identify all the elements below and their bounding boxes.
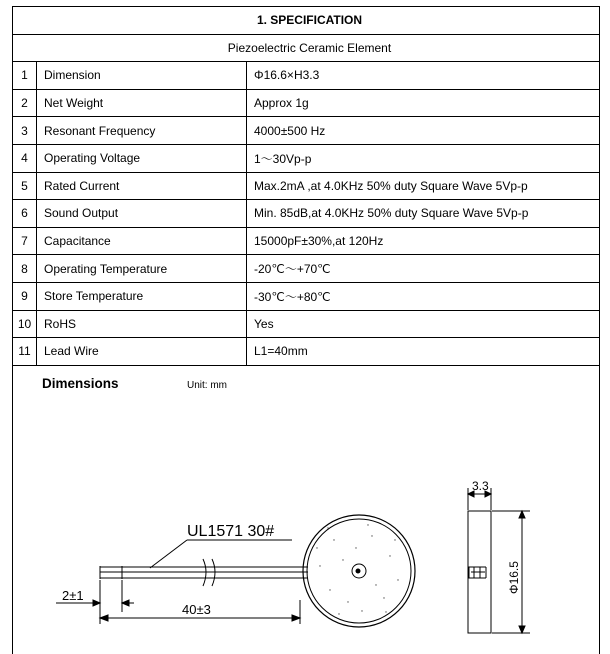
parameter-name: Sound Output	[37, 200, 247, 228]
parameter-name: Rated Current	[37, 172, 247, 200]
row-number: 6	[13, 200, 37, 228]
row-number: 3	[13, 117, 37, 145]
row-number: 2	[13, 89, 37, 117]
row-number: 10	[13, 310, 37, 338]
parameter-name: Net Weight	[37, 89, 247, 117]
disc-front-view	[303, 515, 415, 627]
parameter-name: Operating Temperature	[37, 255, 247, 283]
side-view	[468, 511, 491, 633]
wire-label: UL1571 30#	[187, 523, 275, 540]
parameter-value: Max.2mA ,at 4.0KHz 50% duty Square Wave 5Vp-p	[247, 172, 600, 200]
parameter-name: Dimension	[37, 62, 247, 90]
row-number: 1	[13, 62, 37, 90]
lead-wires	[100, 559, 308, 586]
thickness-label: 3.3	[472, 479, 489, 493]
parameter-name: Resonant Frequency	[37, 117, 247, 145]
spec-title: 1. SPECIFICATION	[13, 7, 600, 35]
parameter-value: 15000pF±30%,at 120Hz	[247, 227, 600, 255]
parameter-name: Operating Voltage	[37, 144, 247, 172]
dimensions-unit: Unit: mm	[187, 380, 227, 391]
wire-callout	[150, 540, 292, 568]
row-number: 8	[13, 255, 37, 283]
length-label: 40±3	[182, 602, 211, 617]
row-number: 4	[13, 144, 37, 172]
parameter-value: L1=40mm	[247, 338, 600, 366]
parameter-value: 1～30Vp-p	[247, 144, 600, 172]
parameter-value: Min. 85dB,at 4.0KHz 50% duty Square Wave 5Vp-p	[247, 200, 600, 228]
row-number: 11	[13, 338, 37, 366]
strip-label: 2±1	[62, 588, 84, 603]
parameter-name: RoHS	[37, 310, 247, 338]
parameter-value: 4000±500 Hz	[247, 117, 600, 145]
row-number: 7	[13, 227, 37, 255]
row-number: 5	[13, 172, 37, 200]
parameter-value: Yes	[247, 310, 600, 338]
parameter-name: Capacitance	[37, 227, 247, 255]
spec-subtitle: Piezoelectric Ceramic Element	[13, 34, 600, 62]
parameter-value: -30℃～+80℃	[247, 282, 600, 310]
parameter-value: Φ16.6×H3.3	[247, 62, 600, 90]
parameter-name: Store Temperature	[37, 282, 247, 310]
diameter-label: Φ16.5	[507, 561, 521, 594]
parameter-name: Lead Wire	[37, 338, 247, 366]
row-number: 9	[13, 282, 37, 310]
dimensions-heading: Dimensions	[42, 376, 119, 391]
parameter-value: Approx 1g	[247, 89, 600, 117]
parameter-value: -20℃～+70℃	[247, 255, 600, 283]
